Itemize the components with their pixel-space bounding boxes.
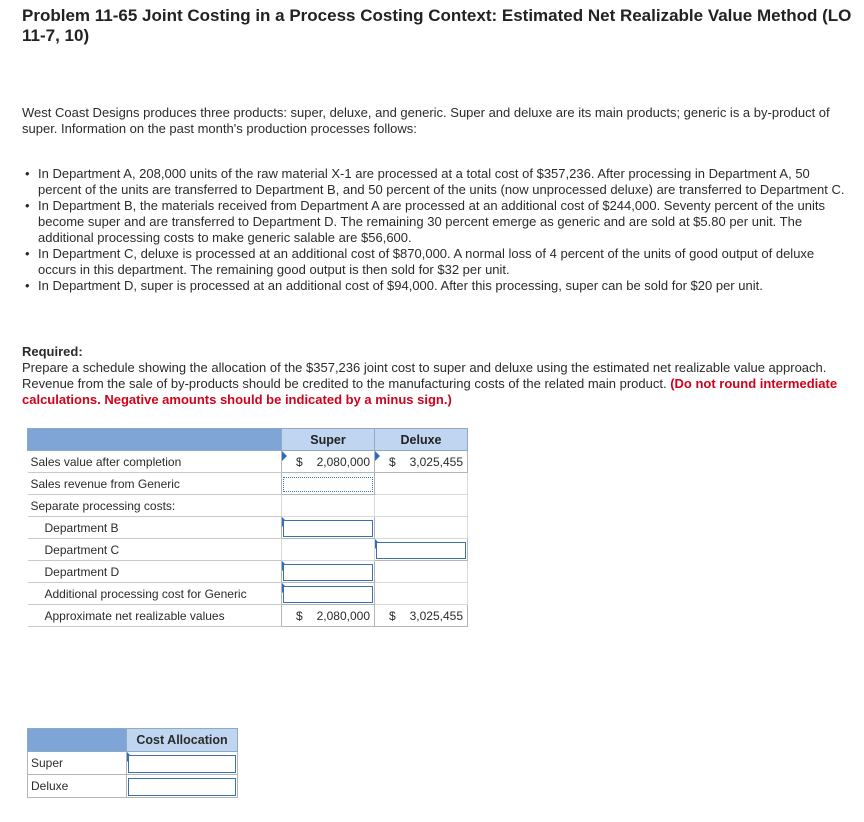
column-header-cost-allocation: Cost Allocation bbox=[127, 729, 238, 752]
cost-allocation-table bbox=[27, 728, 238, 798]
corner-header bbox=[28, 729, 127, 752]
table-row bbox=[28, 605, 468, 627]
department-info-list bbox=[22, 166, 856, 294]
required-text: Prepare a schedule showing the allocation of the $357,236 joint cost to super and deluxe using the estimated net realizable value approach. Revenue from the sale of by-products should be credited to the manufacturing costs of the related main product. bbox=[22, 360, 827, 391]
list-item: • In Department B, the materials received from Department A are processed at an additional cost of $244,000. Seventy percent of the units become super and are transferred to Department D. The remaining 30 percent emerge as generic and are sold at $5.80 per unit. The additional processing costs to make generic salable are $56,600. bbox=[25, 198, 825, 245]
super-dept-c-cell bbox=[282, 539, 375, 561]
intro-paragraph: West Coast Designs produces three products: super, deluxe, and generic. Super and deluxe are its main products; generic is a by-product of super. Information on the past month's production processes follows: bbox=[22, 105, 830, 136]
corner-header bbox=[28, 429, 282, 451]
bullet-icon: • bbox=[25, 198, 30, 213]
row-label: Sales value after completion bbox=[28, 451, 282, 473]
list-item: • In Department A, 208,000 units of the raw material X-1 are processed at a total cost of $357,236. After processing in Department A, 50 percent of the units are transferred to Department B, and 50 percent of the units (now unprocessed deluxe) are transferred to Department C. bbox=[25, 166, 845, 197]
super-generic-processing-input[interactable] bbox=[282, 583, 375, 605]
table-row bbox=[28, 752, 238, 775]
row-label: Department B bbox=[28, 517, 282, 539]
row-label: Approximate net realizable values bbox=[28, 605, 282, 627]
deluxe-dept-c-input[interactable] bbox=[375, 539, 468, 561]
deluxe-dept-d-cell bbox=[375, 561, 468, 583]
deluxe-generic-processing-cell bbox=[375, 583, 468, 605]
required-heading: Required: bbox=[22, 344, 83, 359]
table-header-row bbox=[28, 429, 468, 451]
bullet-icon: • bbox=[25, 166, 30, 181]
row-label: Separate processing costs: bbox=[28, 495, 282, 517]
bullet-icon: • bbox=[25, 246, 30, 261]
deluxe-dept-b-cell bbox=[375, 517, 468, 539]
super-dept-b-input[interactable] bbox=[282, 517, 375, 539]
row-label: Department D bbox=[28, 561, 282, 583]
row-label: Additional processing cost for Generic bbox=[28, 583, 282, 605]
row-label: Deluxe bbox=[28, 775, 127, 798]
deluxe-allocation-input[interactable] bbox=[127, 775, 238, 798]
problem-title: Problem 11-65 Joint Costing in a Process Costing Context: Estimated Net Realizable Value Method (LO 11-7, 10) bbox=[22, 6, 852, 45]
table-row bbox=[28, 775, 238, 798]
table-row bbox=[28, 495, 468, 517]
deluxe-sales-value-cell[interactable]: $ 3,025,455 bbox=[375, 451, 468, 473]
input-marker-icon bbox=[375, 451, 380, 461]
table-row bbox=[28, 561, 468, 583]
deluxe-nrv-cell: $ 3,025,455 bbox=[375, 605, 468, 627]
super-separate-costs-cell bbox=[282, 495, 375, 517]
required-instruction: (Do not round intermediate calculations. Negative amounts should be indicated by a minus sign.) bbox=[22, 376, 838, 407]
super-generic-revenue-input[interactable] bbox=[282, 473, 375, 495]
column-header-super: Super bbox=[282, 429, 375, 451]
deluxe-separate-costs-cell bbox=[375, 495, 468, 517]
table-row bbox=[28, 583, 468, 605]
table-row bbox=[28, 539, 468, 561]
table-row bbox=[28, 451, 468, 473]
row-label: Super bbox=[28, 752, 127, 775]
super-nrv-cell: $ 2,080,000 bbox=[282, 605, 375, 627]
list-item: • In Department D, super is processed at an additional cost of $94,000. After this processing, super can be sold for $20 per unit. bbox=[25, 278, 763, 293]
nrv-schedule-table bbox=[27, 428, 468, 627]
required-section bbox=[22, 344, 856, 408]
table-row bbox=[28, 517, 468, 539]
list-item: • In Department C, deluxe is processed at an additional cost of $870,000. A normal loss of 4 percent of the units of good output of deluxe occurs in this department. The remaining good output is then sold for $32 per unit. bbox=[25, 246, 815, 277]
bullet-icon: • bbox=[25, 278, 30, 293]
table-header-row bbox=[28, 729, 238, 752]
row-label: Department C bbox=[28, 539, 282, 561]
super-dept-d-input[interactable] bbox=[282, 561, 375, 583]
column-header-deluxe: Deluxe bbox=[375, 429, 468, 451]
super-allocation-input[interactable] bbox=[127, 752, 238, 775]
table-row bbox=[28, 473, 468, 495]
input-marker-icon bbox=[282, 451, 287, 461]
super-sales-value-cell[interactable]: $ 2,080,000 bbox=[282, 451, 375, 473]
deluxe-generic-revenue-cell bbox=[375, 473, 468, 495]
row-label: Sales revenue from Generic bbox=[28, 473, 282, 495]
